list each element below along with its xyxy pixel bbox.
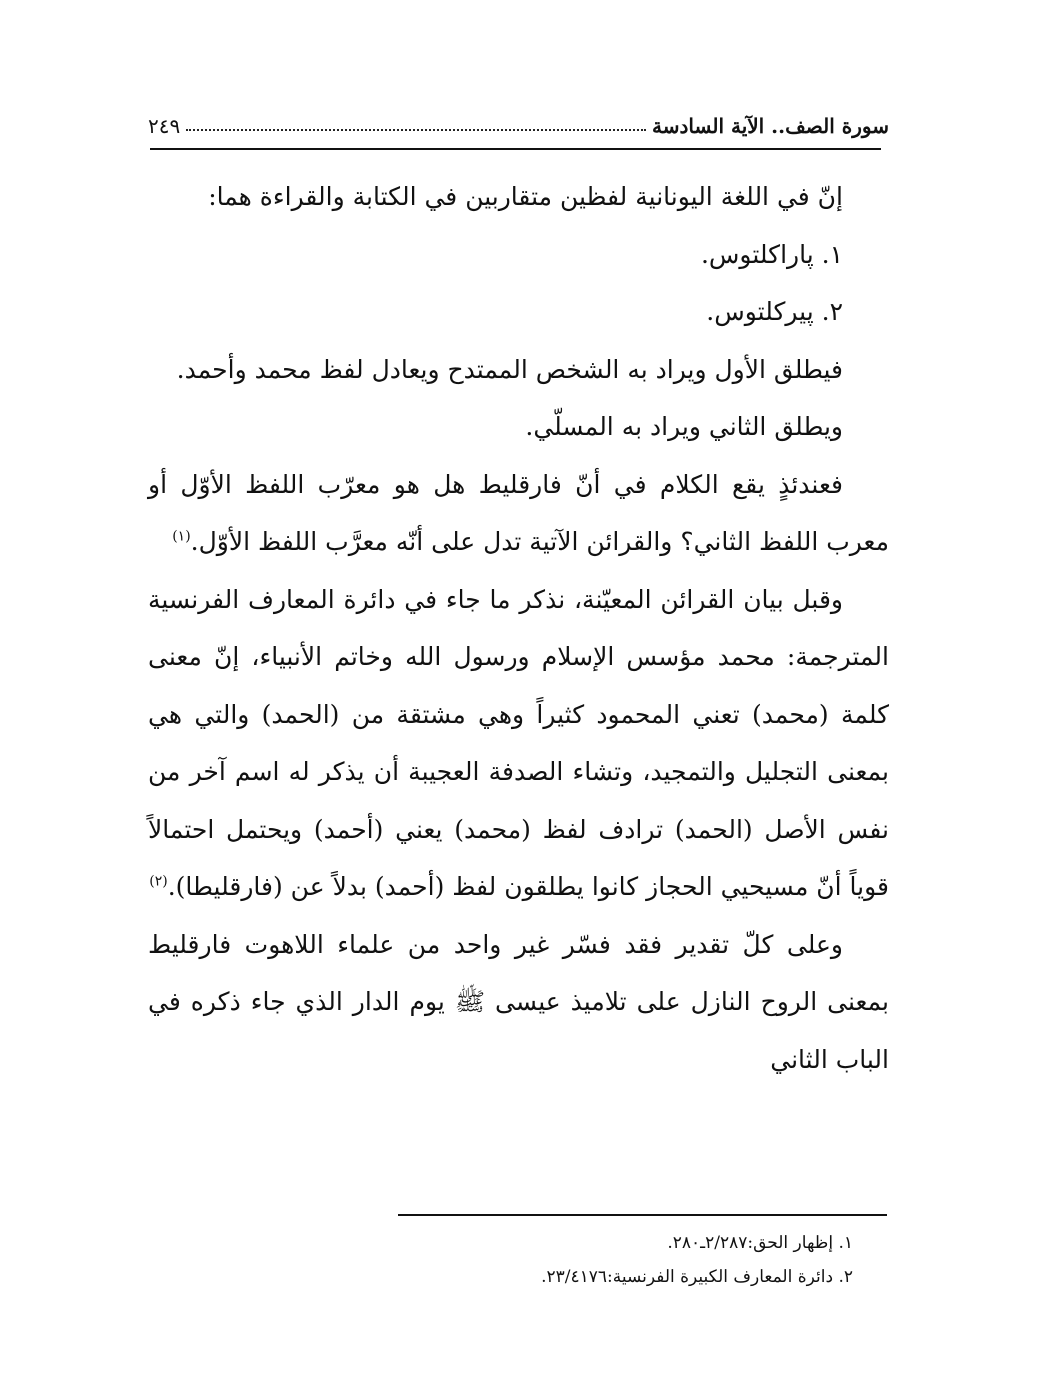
list-item-2: ٢. پيركلتوس. bbox=[706, 297, 843, 326]
paragraph-question-text: فعندئذٍ يقع الكلام في أنّ فارقليط هل هو معرّب اللفظ الأوّل أو معرب اللفظ الثاني؟ والقرائن الآتية تدل على أنّه معرَّب اللفظ الأوّل. bbox=[148, 469, 889, 556]
page-number: ٢٤٩ bbox=[148, 114, 181, 138]
body-text bbox=[148, 168, 889, 1088]
header-title: سورة الصف.. الآية السادسة bbox=[652, 114, 889, 138]
paragraph-interpretation: وعلى كلّ تقدير فقد فسّر غير واحد من علماء اللاهوت فارقليط بمعنى الروح النازل على تلاميذ عيسى ﷺ يوم الدار الذي جاء ذكره في الباب الثاني bbox=[148, 929, 889, 1074]
paragraph-second-meaning: ويطلق الثاني ويراد به المسلّي. bbox=[525, 412, 843, 441]
paragraph-first-meaning: فيطلق الأول ويراد به الشخص الممتدح ويعادل لفظ محمد وأحمد. bbox=[176, 354, 843, 384]
paragraph-question bbox=[148, 456, 889, 571]
footnote-reference-1: (١) bbox=[172, 528, 191, 545]
paragraph-encyclopedia-text: وقبل بيان القرائن المعيّنة، نذكر ما جاء في دائرة المعارف الفرنسية المترجمة: محمد مؤسس الإسلام ورسول الله وخاتم الأنبياء، إنّ معنى كلمة (محمد) تعني المحمود كثيراً وهي مشتقة من (الحمد) والتي هي بمعنى التجليل والتمجيد، وتشاء الصدفة العجيبة أن يذكر له اسم آخر من نفس الأصل (الحمد) ترادف لفظ (محمد) يعني (أحمد) ويحتمل احتمالاً قوياً أنّ مسيحيي الحجاز كانوا يطلقون لفظ (أحمد) بدلاً عن (فارقليطا). bbox=[148, 584, 889, 901]
paragraph-encyclopedia bbox=[148, 571, 889, 916]
header-dot-leader bbox=[186, 129, 646, 131]
footnote-1: ١. إظهار الحق:٢/٢٨٧ـ٢٨٠. bbox=[667, 1233, 853, 1253]
running-header bbox=[148, 98, 889, 138]
footnote-divider bbox=[398, 1214, 887, 1216]
paragraph-intro: إنّ في اللغة اليونانية لفظين متقاربين في الكتابة والقراءة هما: bbox=[208, 182, 843, 211]
footnote-2: ٢. دائرة المعارف الكبيرة الفرنسية:٢٣/٤١٧٦. bbox=[541, 1267, 853, 1287]
list-item-1: ١. پاراكلتوس. bbox=[700, 239, 843, 269]
header-divider bbox=[150, 148, 881, 150]
footnotes bbox=[148, 1226, 889, 1294]
footnote-reference-2: (٢) bbox=[149, 873, 168, 890]
